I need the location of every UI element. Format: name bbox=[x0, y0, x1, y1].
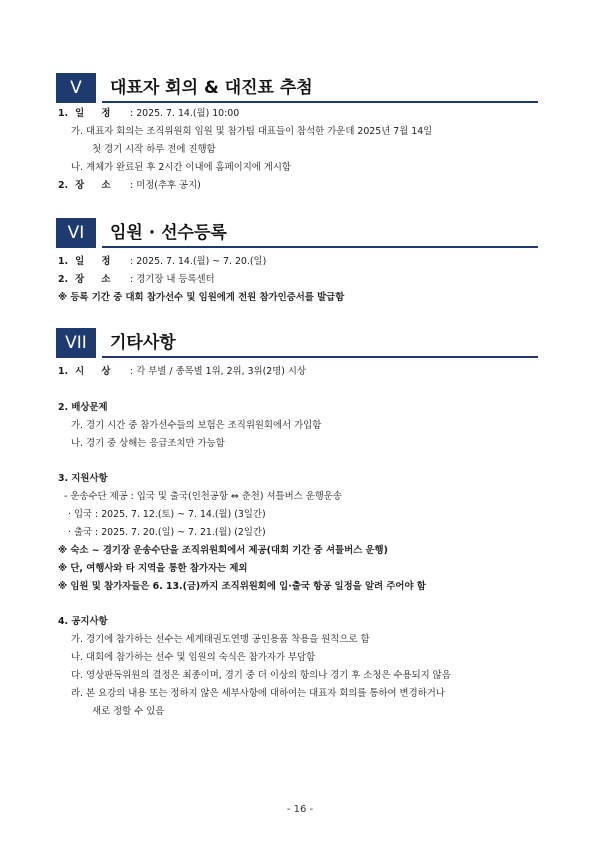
item-number: 1. bbox=[58, 366, 69, 377]
list-item: 나. 대회에 참가하는 선수 및 임원의 숙식은 참가자가 부담함 bbox=[71, 652, 316, 663]
place-line bbox=[58, 273, 215, 287]
item-number: 2. bbox=[58, 274, 69, 285]
list-item-continuation: 첫 경기 시작 하루 전에 진행함 bbox=[92, 144, 216, 155]
support-heading: 3. 지원사항 bbox=[58, 473, 108, 484]
item-number: 1. bbox=[58, 108, 69, 119]
section-title: 임원 · 선수등록 bbox=[110, 223, 227, 243]
section-header-v bbox=[56, 73, 538, 103]
section-number-box: V bbox=[56, 73, 96, 103]
support-transport: - 운송수단 제공 : 입국 및 출국(인천공항 ⇔ 춘천) 셔틀버스 운행운송 bbox=[64, 491, 342, 502]
section-header-vii bbox=[56, 328, 538, 358]
item-number: 1. bbox=[58, 256, 69, 267]
list-item: 가. 경기 시간 중 참가선수들의 보험은 조직위원회에서 가입함 bbox=[71, 420, 322, 431]
list-item: 가. 경기에 참가하는 선수는 세계태권도연맹 공인용품 착용을 원칙으로 함 bbox=[71, 634, 370, 645]
award-value: : 각 부별 / 종목별 1위, 2위, 3위(2명) 시상 bbox=[127, 366, 307, 377]
schedule-label: 일 정 bbox=[75, 108, 111, 119]
section-rule bbox=[102, 246, 538, 248]
list-item: 라. 본 요강의 내용 또는 정하지 않은 세부사항에 대하여는 대표자 회의를 통하여 변경하거나 bbox=[71, 688, 445, 699]
section-title: 기타사항 bbox=[110, 333, 176, 353]
compensation-heading: 2. 배상문제 bbox=[58, 402, 108, 413]
award-label: 시 상 bbox=[75, 366, 111, 377]
support-departure: · 출국 : 2025. 7. 20.(일) ~ 7. 21.(월) (2일간) bbox=[68, 527, 266, 538]
section-rule bbox=[102, 101, 538, 103]
section-title: 대표자 회의 & 대진표 추첨 bbox=[110, 78, 313, 98]
support-note: ※ 임원 및 참가자들은 6. 13.(금)까지 조직위원회에 입·출국 항공 일정을 알려 주어야 함 bbox=[58, 581, 426, 592]
place-label: 장 소 bbox=[75, 180, 111, 191]
schedule-label: 일 정 bbox=[75, 256, 111, 267]
list-item: 가. 대표자 회의는 조직위원회 임원 및 참가팀 대표들이 참석한 가운데 2025년 7월 14일 bbox=[71, 126, 433, 137]
schedule-value: : 2025. 7. 14.(월) 10:00 bbox=[127, 108, 240, 119]
page-number: - 16 - bbox=[286, 804, 314, 815]
support-arrival: · 입국 : 2025. 7. 12.(토) ~ 7. 14.(월) (3일간) bbox=[68, 509, 266, 520]
schedule-line bbox=[58, 255, 266, 269]
place-value: : 미정(추후 공지) bbox=[127, 180, 201, 191]
section-number-box: VII bbox=[56, 328, 96, 358]
section-rule bbox=[102, 356, 538, 358]
place-line bbox=[58, 179, 201, 193]
schedule-line bbox=[58, 107, 239, 121]
notice-heading: 4. 공지사항 bbox=[58, 616, 108, 627]
schedule-value: : 2025. 7. 14.(월) ~ 7. 20.(일) bbox=[127, 256, 267, 267]
section-number-box: VI bbox=[56, 218, 96, 248]
registration-note: ※ 등록 기간 중 대회 참가선수 및 임원에게 전원 참가인증서를 발급함 bbox=[58, 292, 345, 303]
list-item-continuation: 새로 정할 수 있음 bbox=[92, 706, 165, 717]
section-header-vi bbox=[56, 218, 538, 248]
place-value: : 경기장 내 등록센터 bbox=[127, 274, 215, 285]
support-note: ※ 단, 여행사와 타 지역을 통한 참가자는 제외 bbox=[58, 563, 248, 574]
support-note: ※ 숙소 ~ 경기장 운송수단을 조직위원회에서 제공(대회 기간 중 셔틀버스 운행) bbox=[58, 545, 388, 556]
list-item: 나. 계체가 완료된 후 2시간 이내에 홈페이지에 게시함 bbox=[71, 162, 291, 173]
item-number: 2. bbox=[58, 180, 69, 191]
award-line bbox=[58, 365, 306, 379]
place-label: 장 소 bbox=[75, 274, 111, 285]
list-item: 다. 영상판독위원의 결정은 최종이며, 경기 중 더 이상의 항의나 경기 후 소청은 수용되지 않음 bbox=[71, 670, 451, 681]
list-item: 나. 경기 중 상해는 응급조치만 가능함 bbox=[71, 438, 225, 449]
